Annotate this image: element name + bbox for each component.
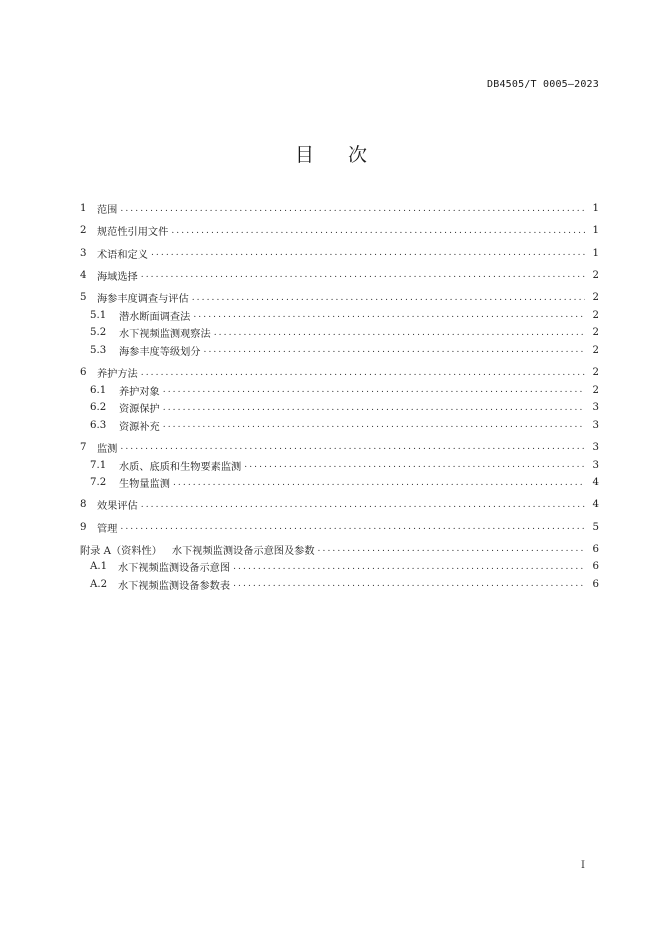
toc-entry-5-1[interactable] xyxy=(80,306,599,324)
toc-dot-leader xyxy=(141,499,585,511)
toc-entry-label: 海参丰度等级划分 xyxy=(119,346,201,358)
table-of-contents xyxy=(80,200,599,593)
toc-entry-number: 6.3 xyxy=(90,419,107,431)
toc-entry-page: 5 xyxy=(592,521,599,533)
toc-entry-6-1[interactable] xyxy=(80,381,599,399)
toc-entry-label: 养护方法 xyxy=(97,369,138,381)
toc-entry-page: 3 xyxy=(592,459,599,471)
toc-entry-1[interactable] xyxy=(80,200,599,218)
toc-dot-leader xyxy=(318,543,585,555)
toc-entry-label: 海域选择 xyxy=(97,271,138,283)
toc-entry-a-1[interactable] xyxy=(80,558,599,576)
title-part-2: 次 xyxy=(348,144,368,166)
toc-entry-label: 生物量监测 xyxy=(119,479,170,491)
toc-entry-appendix-a[interactable] xyxy=(80,540,599,558)
toc-dot-leader xyxy=(163,402,585,414)
toc-entry-number: A.2 xyxy=(90,578,108,590)
page-title xyxy=(0,140,662,167)
toc-entry-page: 6 xyxy=(592,543,599,555)
toc-entry-6-2[interactable] xyxy=(80,399,599,417)
toc-entry-label: 水下视频监测观察法 xyxy=(119,329,211,341)
toc-entry-page: 6 xyxy=(592,578,599,590)
toc-entry-label: 水下视频监测设备参数表 xyxy=(118,580,231,592)
toc-entry-page: 1 xyxy=(592,225,599,237)
toc-entry-4[interactable] xyxy=(80,267,599,285)
toc-entry-label: 术语和定义 xyxy=(97,249,148,261)
appendix-prefix: 附录 A（资料性） xyxy=(80,545,162,557)
toc-dot-leader xyxy=(163,419,585,431)
toc-entry-number: 7 xyxy=(80,441,87,453)
toc-entry-number: 5.1 xyxy=(90,309,107,321)
toc-entry-8[interactable] xyxy=(80,496,599,514)
toc-entry-6[interactable] xyxy=(80,364,599,382)
toc-entry-5-3[interactable] xyxy=(80,342,599,360)
toc-dot-leader xyxy=(163,384,585,396)
toc-entry-number: 5.3 xyxy=(90,344,107,356)
toc-entry-label: 海参丰度调查与评估 xyxy=(97,294,189,306)
toc-entry-number: 4 xyxy=(80,269,87,281)
toc-entry-number: 3 xyxy=(80,247,87,259)
toc-dot-leader xyxy=(171,225,585,237)
toc-entry-label: 范围 xyxy=(97,205,118,217)
toc-entry-number: 6 xyxy=(80,367,87,379)
toc-entry-label: 监测 xyxy=(97,443,118,455)
toc-entry-3[interactable] xyxy=(80,244,599,262)
toc-entry-9[interactable] xyxy=(80,518,599,536)
toc-entry-number: A.1 xyxy=(90,561,108,573)
toc-dot-leader xyxy=(173,477,585,489)
toc-dot-leader xyxy=(193,309,585,321)
toc-entry-page: 1 xyxy=(592,247,599,259)
toc-entry-label: 潜水断面调查法 xyxy=(119,311,191,323)
toc-entry-page: 2 xyxy=(592,292,599,304)
toc-dot-leader xyxy=(233,561,585,573)
toc-dot-leader xyxy=(214,327,585,339)
page-number: I xyxy=(581,860,585,871)
toc-dot-leader xyxy=(120,203,585,215)
toc-entry-number: 8 xyxy=(80,499,87,511)
toc-dot-leader xyxy=(204,344,586,356)
toc-entry-number: 7.2 xyxy=(90,477,107,489)
toc-entry-label: 资源保护 xyxy=(119,404,160,416)
toc-entry-page: 3 xyxy=(592,441,599,453)
toc-entry-label: 管理 xyxy=(97,523,118,535)
toc-entry-page: 1 xyxy=(592,203,599,215)
toc-entry-page: 6 xyxy=(592,561,599,573)
toc-entry-label: 规范性引用文件 xyxy=(97,227,169,239)
toc-entry-page: 2 xyxy=(592,309,599,321)
toc-entry-label: 养护对象 xyxy=(119,386,160,398)
toc-entry-label: 效果评估 xyxy=(97,501,138,513)
toc-entry-number: 1 xyxy=(80,203,87,215)
toc-dot-leader xyxy=(141,367,585,379)
toc-entry-5-2[interactable] xyxy=(80,324,599,342)
document-code: DB4505/T 0005—2023 xyxy=(487,79,599,90)
toc-entry-page: 2 xyxy=(592,367,599,379)
toc-entry-page: 4 xyxy=(592,499,599,511)
toc-entry-label: 资源补充 xyxy=(119,421,160,433)
toc-entry-number: 5.2 xyxy=(90,327,107,339)
toc-dot-leader xyxy=(244,459,585,471)
toc-dot-leader xyxy=(151,247,585,259)
toc-dot-leader xyxy=(192,292,585,304)
toc-entry-a-2[interactable] xyxy=(80,576,599,594)
toc-entry-page: 2 xyxy=(592,384,599,396)
toc-entry-page: 2 xyxy=(592,269,599,281)
toc-entry-page: 2 xyxy=(592,344,599,356)
toc-entry-label xyxy=(80,542,318,557)
toc-entry-6-3[interactable] xyxy=(80,417,599,435)
toc-entry-7-2[interactable] xyxy=(80,474,599,492)
title-part-1: 目 xyxy=(294,144,314,166)
toc-entry-number: 6.1 xyxy=(90,384,107,396)
toc-dot-leader xyxy=(141,269,585,281)
toc-entry-2[interactable] xyxy=(80,222,599,240)
toc-entry-number: 2 xyxy=(80,225,87,237)
toc-entry-label: 水下视频监测设备示意图 xyxy=(118,563,231,575)
toc-dot-leader xyxy=(120,441,585,453)
toc-entry-5[interactable] xyxy=(80,289,599,307)
toc-entry-number: 9 xyxy=(80,521,87,533)
toc-entry-label: 水质、底质和生物要素监测 xyxy=(119,461,242,473)
toc-entry-page: 3 xyxy=(592,402,599,414)
toc-entry-7[interactable] xyxy=(80,439,599,457)
toc-dot-leader xyxy=(233,578,585,590)
toc-entry-number: 5 xyxy=(80,292,87,304)
appendix-title: 水下视频监测设备示意图及参数 xyxy=(171,545,315,557)
toc-entry-number: 7.1 xyxy=(90,459,107,471)
toc-entry-page: 3 xyxy=(592,419,599,431)
toc-entry-page: 2 xyxy=(592,327,599,339)
toc-entry-7-1[interactable] xyxy=(80,456,599,474)
toc-entry-number: 6.2 xyxy=(90,402,107,414)
toc-dot-leader xyxy=(120,521,585,533)
toc-entry-page: 4 xyxy=(592,477,599,489)
